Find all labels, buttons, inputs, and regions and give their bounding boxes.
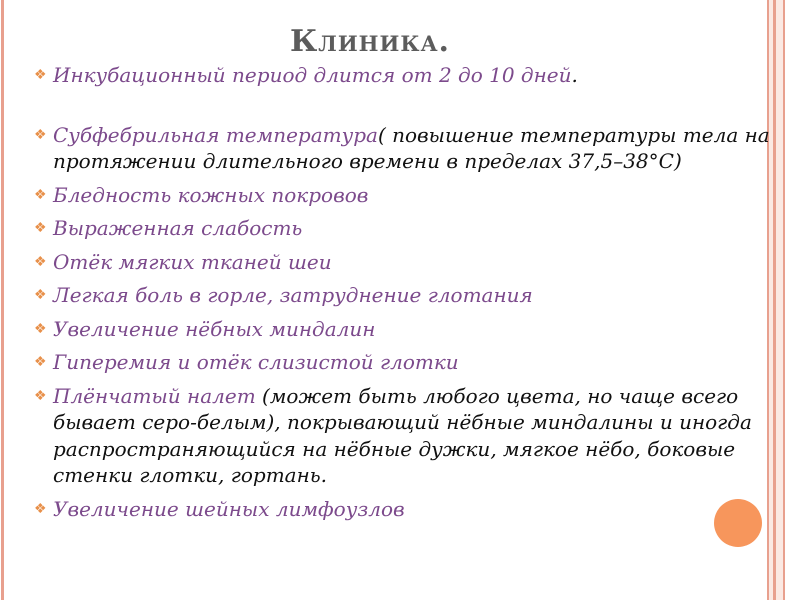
orange-bullet-icon: ❖ <box>34 287 47 303</box>
orange-bullet-icon: ❖ <box>34 186 47 203</box>
orange-bullet-icon: ❖ <box>34 220 47 236</box>
bullet-highlight: Увеличение нёбных миндалин <box>53 316 376 341</box>
bullet-text: . <box>571 63 578 87</box>
bullet-item <box>0 496 800 523</box>
orange-bullet-icon: ❖ <box>34 253 47 270</box>
bullet-text: ( повышение температуры тела на протяжении длительного времени в пределах 37,5–38°С) <box>53 122 770 173</box>
decorative-circle <box>714 499 762 547</box>
bullet-highlight: Гиперемия и отёк слизистой глотки <box>53 350 459 374</box>
orange-bullet-icon: ❖ <box>34 67 47 83</box>
bullet-item <box>0 122 800 175</box>
bullet-highlight: Легкая боль в горле, затруднение глотания <box>53 283 533 307</box>
bullet-highlight: Бледность кожных покровов <box>53 182 369 207</box>
bullet-highlight: Субфебрильная температура <box>53 122 378 147</box>
bullet-list <box>0 62 800 522</box>
bullet-highlight: Плёнчатый налет <box>53 383 256 408</box>
bullet-text: (может быть любого цвета, но чаще всего бывает серо-белым), покрывающий нёбные миндалины и иногда распространяющийся на нёбные дужки, мягкое нёбо, боковые стенки глотки, гортань. <box>53 383 752 487</box>
orange-bullet-icon: ❖ <box>34 126 47 143</box>
orange-bullet-icon: ❖ <box>34 387 47 404</box>
bullet-highlight: Инкубационный период длится от 2 до 10 дней <box>53 63 572 87</box>
bullet-highlight: Выраженная слабость <box>53 216 303 240</box>
orange-bullet-icon: ❖ <box>34 320 47 337</box>
bullet-item <box>0 282 800 309</box>
orange-bullet-icon: ❖ <box>34 500 47 517</box>
bullet-highlight: Увеличение шейных лимфоузлов <box>53 496 405 521</box>
bullet-item <box>0 182 800 209</box>
bullet-item <box>0 383 800 489</box>
bullet-item <box>0 215 800 242</box>
bullet-highlight: Отёк мягких тканей шеи <box>53 249 332 274</box>
slide-title: Клиника. <box>289 24 451 59</box>
bullet-item <box>0 349 800 376</box>
bullet-item <box>0 62 800 89</box>
orange-bullet-icon: ❖ <box>34 354 47 370</box>
bullet-item <box>0 249 800 276</box>
bullet-item <box>0 316 800 343</box>
